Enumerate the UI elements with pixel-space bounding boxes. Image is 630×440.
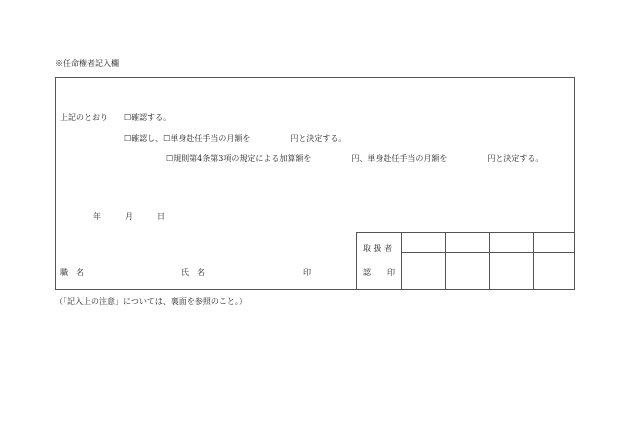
approval-seal-label: 認 印 — [363, 268, 395, 277]
form-section-title: ※任命権者記入欄 — [55, 59, 119, 68]
entry-form-frame — [55, 77, 575, 290]
date-month-label: 月 — [125, 212, 133, 221]
position-label: 職 名 — [60, 268, 84, 277]
handler-label: 取 扱 者 — [363, 244, 393, 253]
stamp-divider — [401, 233, 402, 290]
stamp-row-divider — [401, 252, 575, 253]
additional-amount-option[interactable]: ☐規則第4条第3項の規定による加算額を 円、単身赴任手当の月額を 円と決定する。 — [166, 154, 544, 163]
date-year-label: 年 — [93, 212, 101, 221]
approval-stamp-box — [356, 232, 575, 290]
confirm-checkbox-option[interactable]: ☐確認する。 — [124, 113, 172, 122]
stamp-divider — [489, 233, 490, 290]
footer-note: （「記入上の注意」については、裏面を参照のこと。） — [55, 297, 247, 306]
name-label: 氏 名 — [181, 268, 205, 277]
date-day-label: 日 — [157, 212, 165, 221]
seal-label: 印 — [303, 268, 311, 277]
confirm-and-decide-option[interactable]: ☐確認し、☐単身赴任手当の月額を 円と決定する。 — [124, 134, 347, 143]
stamp-divider — [445, 233, 446, 290]
row1-label: 上記のとおり — [60, 113, 108, 122]
stamp-divider — [533, 233, 534, 290]
